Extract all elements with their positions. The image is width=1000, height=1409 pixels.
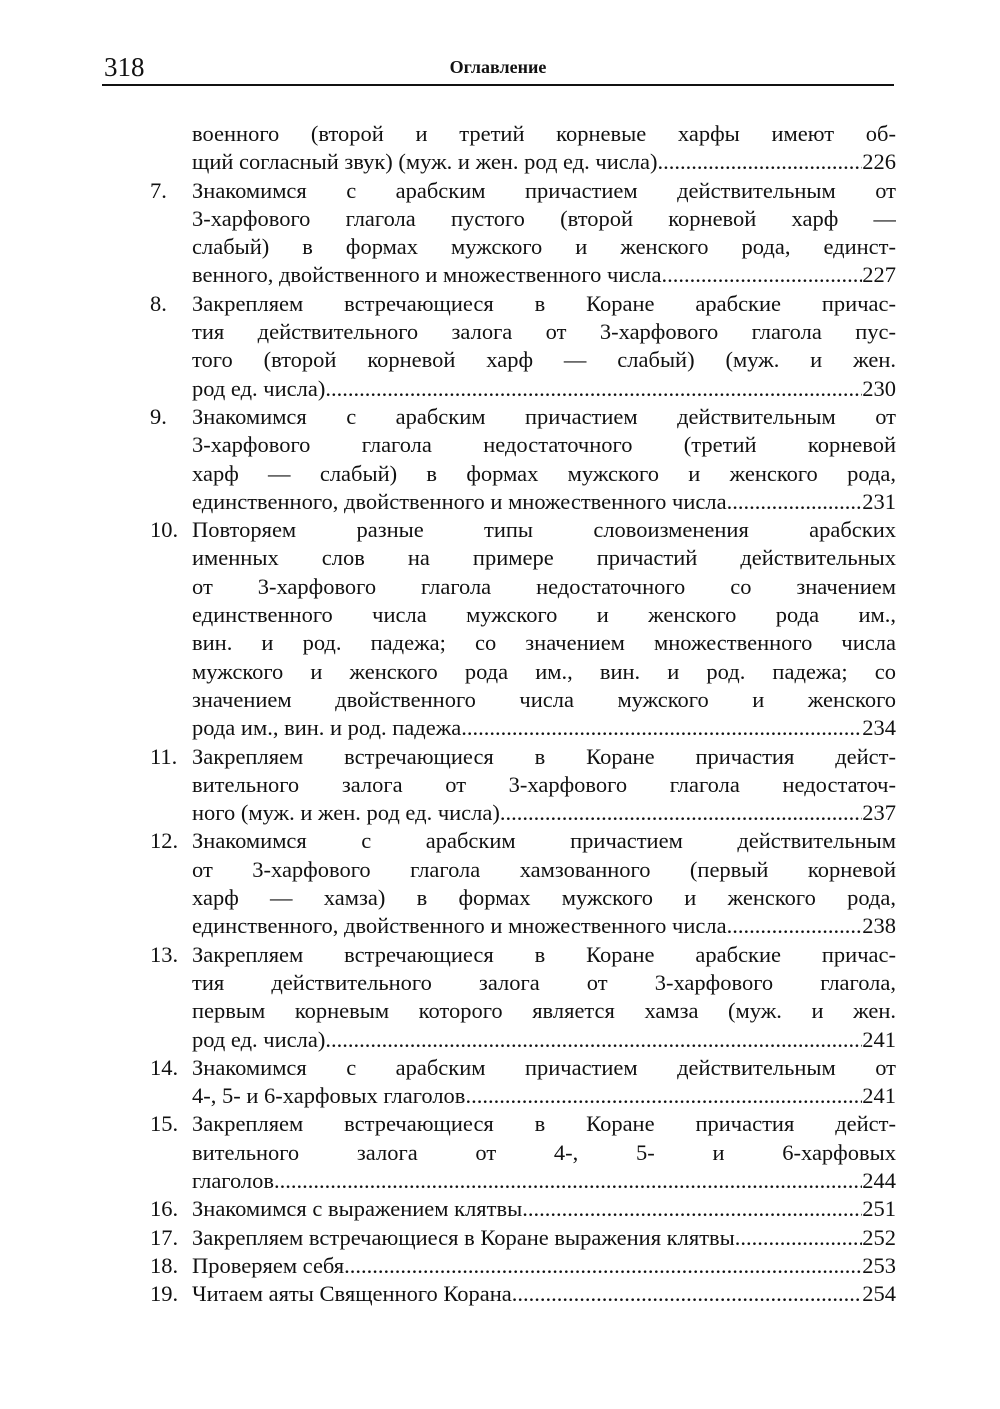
toc-entry-line: харф — слабый) в формах мужского и женского рода, [192,460,896,486]
toc-entry-title: Проверяем себя [192,1252,345,1278]
toc-entry-page[interactable]: 253 [862,1252,896,1278]
dot-leader [512,1280,862,1308]
toc-entry-number: 12. [150,828,179,854]
toc-entry[interactable] [150,1195,896,1223]
toc-entry-title: единственного, двойственного и множественного числа [192,913,727,939]
toc-entry-final-line [192,1252,896,1280]
running-title: Оглавление [449,57,547,77]
toc-entry-number: 18. [150,1252,179,1278]
toc-entry-number: 7. [150,177,167,203]
toc-entry-line: военного (второй и третий корневые харфы имеют об- [192,121,896,146]
toc-entry-line: Закрепляем встречающиеся в Коране причастия дейст- [192,1111,896,1137]
toc-entry-final-line [192,714,896,742]
toc-entry-title: Знакомимся с выражением клятвы [192,1196,523,1222]
toc-entry-line: мужского и женского рода им., вин. и род. падежа; со [192,658,896,684]
toc-entry-title: род ед. числа) [192,1026,326,1052]
toc-entry-line: первым корневым которого является хамза (муж. и жен. [192,998,896,1024]
dot-leader [500,799,862,827]
toc-entry[interactable] [150,290,896,403]
toc-entry-page[interactable]: 238 [862,913,896,939]
toc-entry-number: 13. [150,941,179,967]
toc-entry[interactable] [150,516,896,742]
toc-entry-number: 10. [150,517,179,543]
toc-entry-number: 16. [150,1196,179,1222]
dot-leader [461,714,862,742]
toc-entry-line: Знакомимся с арабским причастием действительным от [192,177,896,203]
toc-entry-title: венного, двойственного и множественного числа [192,262,662,288]
dot-leader [325,1026,862,1054]
toc-entry[interactable] [150,1054,896,1111]
toc-entry[interactable] [150,1224,896,1252]
toc-entry-number: 8. [150,290,167,316]
toc-entry-line: слабый) в формах мужского и женского рода, единст- [192,234,896,260]
toc-entry-page[interactable]: 241 [862,1026,896,1052]
toc-entry[interactable] [150,177,896,290]
toc-entry-number: 11. [150,743,178,769]
toc-entry-line: единственного числа мужского и женского рода им., [192,602,896,628]
toc-entry-final-line [192,148,896,176]
dot-leader [344,1252,862,1280]
dot-leader [657,148,862,176]
toc-entry[interactable] [150,1280,896,1308]
dot-leader [522,1195,862,1223]
toc-entry-final-line [192,1195,896,1223]
toc-entry-title: щий согласный звук) (муж. и жен. род ед. числа) [192,149,658,175]
toc-entry-number: 19. [150,1281,179,1307]
toc-entry[interactable] [150,1110,896,1195]
toc-entry-page[interactable]: 244 [862,1167,896,1193]
toc-entry[interactable] [150,827,896,940]
toc-entry-line: от 3-харфового глагола недостаточного со значением [192,573,896,599]
toc-entry-page[interactable]: 230 [862,375,896,401]
dot-leader [727,912,863,940]
toc-entry-line: значением двойственного числа мужского и женского [192,686,896,712]
toc-entry-title: Закрепляем встречающиеся в Коране выражения клятвы [192,1224,735,1250]
toc-entry-line: от 3-харфового глагола хамзованного (первый корневой [192,856,896,882]
toc-entry-page[interactable]: 226 [862,149,896,175]
toc-entry-final-line [192,375,896,403]
toc-entry-line: того (второй корневой харф — слабый) (муж. и жен. [192,347,896,373]
toc-entry-page[interactable]: 251 [862,1196,896,1222]
toc-entry-number: 17. [150,1224,179,1250]
running-header [102,50,894,86]
toc-entry-page[interactable]: 234 [862,715,896,741]
toc-entry-number: 14. [150,1054,179,1080]
toc-entry-line: вин. и род. падежа; со значением множественного числа [192,630,896,656]
dot-leader [727,488,863,516]
dot-leader [465,1082,862,1110]
toc-entry-page[interactable]: 231 [862,488,896,514]
dot-leader [274,1167,862,1195]
toc-entry-final-line [192,1167,896,1195]
toc-entry-title: ного (муж. и жен. род ед. числа) [192,800,500,826]
toc-entry-line: тия действительного залога от 3-харфового глагола пус- [192,319,896,345]
dot-leader [325,375,862,403]
toc-entry-page[interactable]: 227 [862,262,896,288]
toc-entry-number: 15. [150,1111,179,1137]
dot-leader [662,261,863,289]
toc-entry-final-line [192,799,896,827]
toc-entry-line: Повторяем разные типы словоизменения арабских [192,517,896,543]
toc-entry-line: Знакомимся с арабским причастием действительным от [192,403,896,429]
table-of-contents [150,120,896,1308]
toc-entry-line: тия действительного залога от 3-харфового глагола, [192,969,896,995]
toc-entry-title: глаголов [192,1167,275,1193]
toc-entry-line: вительного залога от 3-харфового глагола недостаточ- [192,771,896,797]
toc-entry-line: Знакомимся с арабским причастием действительным от [192,1054,896,1080]
toc-entry-title: 4-, 5- и 6-харфовых глаголов [192,1083,466,1109]
toc-entry-final-line [192,488,896,516]
dot-leader [735,1224,862,1252]
toc-entry-title: рода им., вин. и род. падежа [192,715,462,741]
toc-entry[interactable] [150,1252,896,1280]
page-number: 318 [104,52,145,82]
toc-entry-page[interactable]: 237 [862,800,896,826]
toc-entry-line: именных слов на примере причастий действительных [192,545,896,571]
toc-entry[interactable] [150,403,896,516]
toc-entry[interactable] [150,120,896,177]
toc-entry-number: 9. [150,403,167,429]
toc-entry-page[interactable]: 254 [862,1281,896,1307]
toc-entry[interactable] [150,941,896,1054]
toc-entry-title: единственного, двойственного и множественного числа [192,488,727,514]
toc-entry-line: 3-харфового глагола недостаточного (третий корневой [192,432,896,458]
toc-entry[interactable] [150,743,896,828]
toc-entry-line: харф — хамза) в формах мужского и женского рода, [192,885,896,911]
toc-entry-line: Знакомимся с арабским причастием действительным [192,828,896,854]
toc-entry-title: Читаем аяты Священного Корана [192,1281,512,1307]
toc-entry-line: вительного залога от 4-, 5- и 6-харфовых [192,1139,896,1165]
toc-entry-page[interactable]: 241 [862,1083,896,1109]
toc-entry-line: Закрепляем встречающиеся в Коране причастия дейст- [192,743,896,769]
toc-entry-title: род ед. числа) [192,375,326,401]
toc-entry-final-line [192,261,896,289]
toc-entry-final-line [192,1224,896,1252]
toc-entry-final-line [192,1280,896,1308]
toc-entry-final-line [192,1082,896,1110]
toc-entry-final-line [192,1026,896,1054]
toc-entry-final-line [192,912,896,940]
toc-entry-page[interactable]: 252 [862,1224,896,1250]
toc-entry-line: 3-харфового глагола пустого (второй корневой харф — [192,205,896,231]
toc-entry-line: Закрепляем встречающиеся в Коране арабские причас- [192,290,896,316]
toc-entry-line: Закрепляем встречающиеся в Коране арабские причас- [192,941,896,967]
